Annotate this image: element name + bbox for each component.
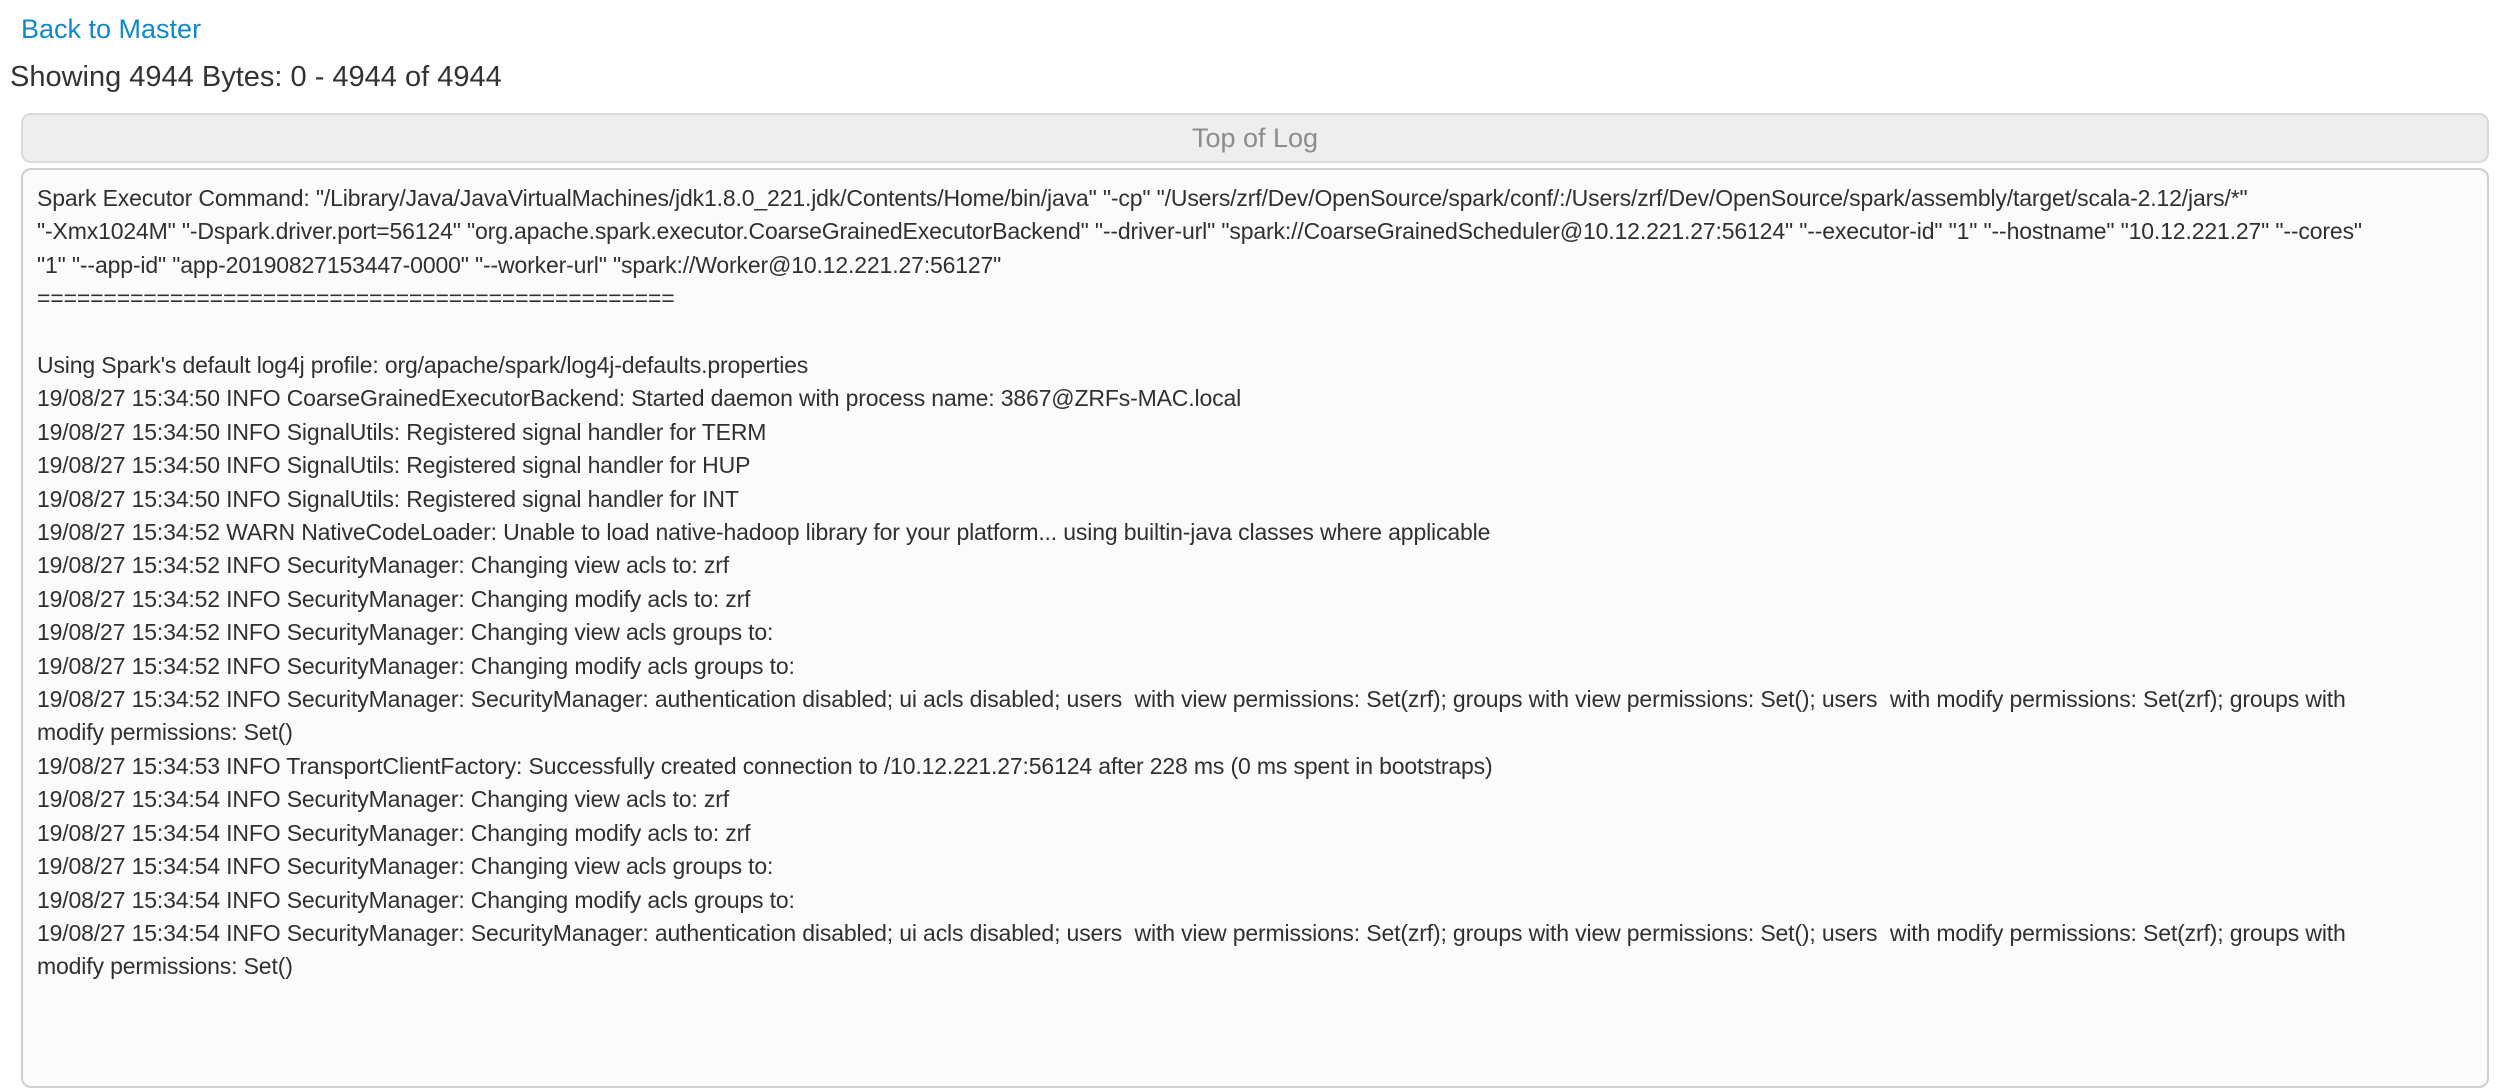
log-rows — [37, 182, 2473, 984]
log-row: 19/08/27 15:34:54 INFO SecurityManager: SecurityManager: authentication disabled; ui acls disabled; users with view permissions: Set(zrf); groups with view permissions: Set(); users with modify permissions: Set(zrf); groups with — [37, 919, 2346, 946]
log-row: 19/08/27 15:34:52 WARN NativeCodeLoader: Unable to load native-hadoop library for your platform... using builtin-java classes where applicable — [37, 519, 1491, 546]
log-row: 19/08/27 15:34:50 INFO SignalUtils: Registered signal handler for INT — [37, 485, 739, 512]
log-row — [37, 316, 2473, 349]
log-row: 19/08/27 15:34:54 INFO SecurityManager: Changing view acls to: zrf — [37, 786, 729, 813]
byte-range-info: Showing 4944 Bytes: 0 - 4944 of 4944 — [10, 61, 502, 93]
log-row: Using Spark's default log4j profile: org/apache/spark/log4j-defaults.properties — [37, 352, 809, 379]
log-row: modify permissions: Set() — [37, 719, 293, 746]
log-row: 19/08/27 15:34:50 INFO SignalUtils: Registered signal handler for TERM — [37, 418, 767, 445]
log-row: 19/08/27 15:34:52 INFO SecurityManager: Changing modify acls groups to: — [37, 652, 795, 679]
log-panel — [21, 113, 2489, 1088]
log-header-bar — [21, 113, 2489, 163]
log-row: 19/08/27 15:34:52 INFO SecurityManager: Changing modify acls to: zrf — [37, 585, 751, 612]
log-row: "1" "--app-id" "app-20190827153447-0000" "--worker-url" "spark://Worker@10.12.221.27:56127" — [37, 251, 1002, 278]
log-row: 19/08/27 15:34:52 INFO SecurityManager: Changing view acls to: zrf — [37, 552, 729, 579]
log-row: 19/08/27 15:34:50 INFO CoarseGrainedExecutorBackend: Started daemon with process name: 3867@ZRFs-MAC.local — [37, 385, 1242, 412]
log-row: 19/08/27 15:34:54 INFO SecurityManager: Changing view acls groups to: — [37, 853, 774, 880]
log-row: Spark Executor Command: "/Library/Java/JavaVirtualMachines/jdk1.8.0_221.jdk/Contents/Home/bin/java" "-cp" "/Users/zrf/Dev/OpenSource/spark/conf/:/Users/zrf/Dev/OpenSource/spark/assembly/target/scala-2.12/jars/*" — [37, 185, 2248, 211]
log-header-label: Top of Log — [1191, 122, 1319, 153]
log-row: 19/08/27 15:34:52 INFO SecurityManager: Changing view acls groups to: — [37, 619, 774, 646]
log-row: 19/08/27 15:34:53 INFO TransportClientFactory: Successfully created connection to /10.12.221.27:56124 after 228 ms (0 ms spent in bootstraps) — [37, 752, 1493, 779]
log-row: modify permissions: Set() — [37, 953, 293, 980]
log-row: "-Xmx1024M" "-Dspark.driver.port=56124" "org.apache.spark.executor.CoarseGrainedExecutorBackend" "--driver-url" "spark://CoarseGrainedScheduler@10.12.221.27:56124" "--executor-id" "1" "--hostname" "10.12.221.27" "--cores" — [37, 218, 2362, 245]
back-to-master-link[interactable]: Back to Master — [21, 14, 202, 44]
log-row: ================================================ — [37, 285, 675, 312]
log-row: 19/08/27 15:34:54 INFO SecurityManager: Changing modify acls groups to: — [37, 886, 795, 913]
log-row: 19/08/27 15:34:50 INFO SignalUtils: Registered signal handler for HUP — [37, 452, 751, 479]
log-content-box — [21, 168, 2489, 1088]
log-row: 19/08/27 15:34:52 INFO SecurityManager: SecurityManager: authentication disabled; ui acls disabled; users with view permissions: Set(zrf); groups with view permissions: Set(); users with modify permissions: Set(zrf); groups with — [37, 686, 2346, 713]
log-row: 19/08/27 15:34:54 INFO SecurityManager: Changing modify acls to: zrf — [37, 819, 751, 846]
